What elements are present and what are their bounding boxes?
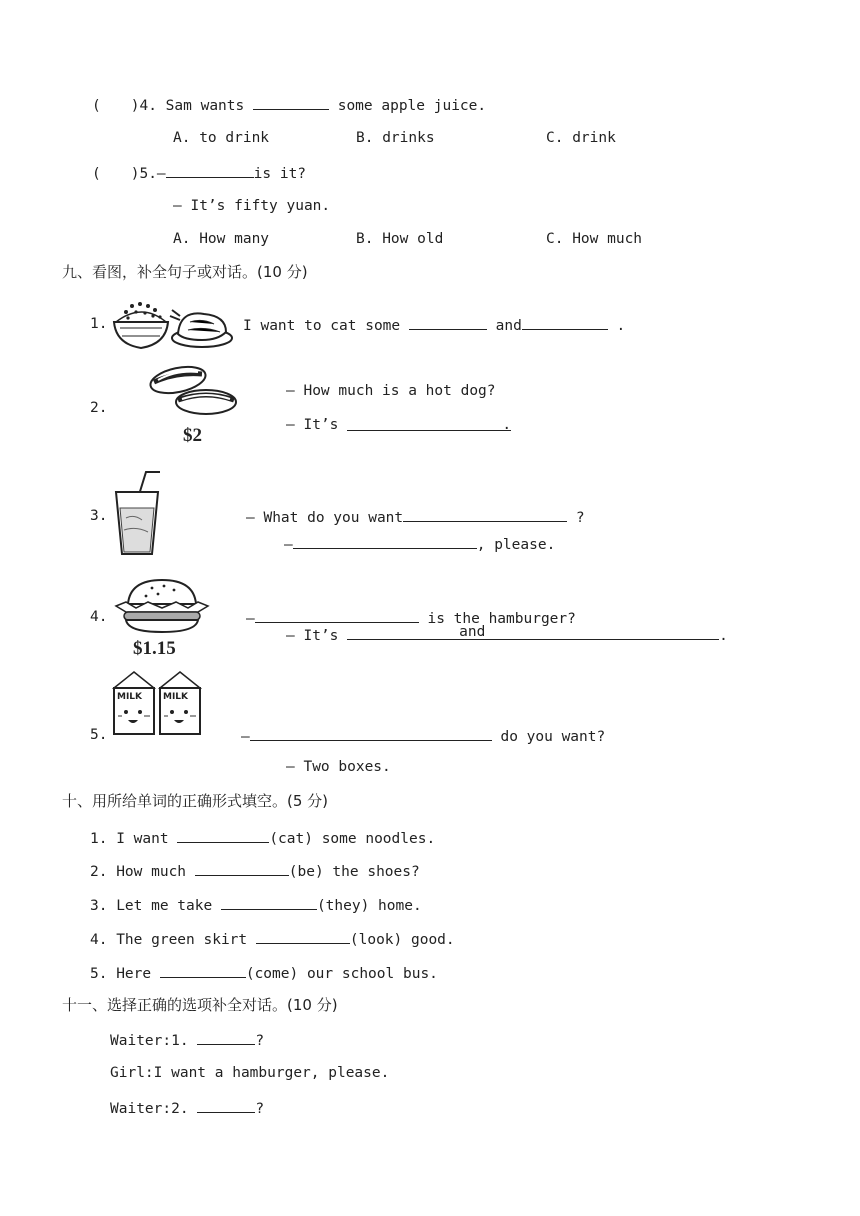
q4-paren-open: ( [92, 98, 101, 114]
s10-item4-post: (look) good. [349, 932, 455, 948]
s10-item3 [90, 895, 422, 915]
s10-item2 [90, 861, 420, 881]
s10-item1-post: (cat) some noodles. [269, 831, 436, 847]
s9-item4-line1-pre: — [246, 611, 255, 627]
s9-item4-blank1[interactable] [255, 608, 419, 623]
q5-line [92, 163, 306, 183]
q5-option-b: B. How old [356, 231, 444, 247]
q4-option-b: B. drinks [356, 130, 435, 146]
s9-item4-blank2[interactable] [347, 625, 719, 640]
s9-item2-blank[interactable] [347, 416, 511, 431]
q5-paren-open: ( [92, 166, 101, 182]
s11-line1-blank[interactable] [197, 1030, 255, 1045]
s10-item5 [90, 963, 438, 983]
s10-item1 [90, 828, 435, 848]
s9-item3-line1-end: ? [575, 510, 585, 526]
section10-heading: 十、用所给单词的正确形式填空。(5 分) [62, 792, 329, 810]
s10-item5-blank[interactable] [160, 963, 246, 978]
s10-item3-post: (they) home. [316, 898, 422, 914]
s9-item1-pre: I want to cat some [243, 318, 401, 334]
s11-line2: Girl:I want a hamburger, please. [110, 1065, 390, 1081]
s9-item2-line2 [286, 416, 511, 434]
s9-item3-number: 3. [90, 508, 108, 524]
hot-dog-icon [146, 358, 242, 420]
s11-line3 [110, 1098, 264, 1118]
s9-item1-mid: and [495, 318, 522, 334]
s11-line3-post: ? [255, 1101, 265, 1117]
s9-item5-line1-pre: — [241, 729, 250, 745]
s10-item4 [90, 929, 455, 949]
s11-line3-pre: Waiter:2. [110, 1101, 189, 1117]
s10-item4-pre: 4. The green skirt [90, 932, 248, 948]
s9-item3-line1-pre: — What do you want [246, 510, 404, 526]
s9-item4-line1-post: is the hamburger? [427, 611, 576, 627]
q5-blank[interactable] [166, 163, 254, 178]
milk-label-1: MILK [117, 692, 143, 702]
s9-item4-and: and [459, 624, 486, 640]
s9-item3-blank1[interactable] [403, 507, 567, 522]
s9-item4-price: $1.15 [133, 638, 176, 659]
s9-item3-line2 [284, 534, 555, 554]
s11-line1-post: ? [255, 1033, 265, 1049]
s9-item2-number: 2. [90, 400, 108, 416]
s10-item4-blank[interactable] [256, 929, 350, 944]
hamburger-icon [112, 576, 212, 636]
s10-item1-pre: 1. I want [90, 831, 169, 847]
s10-item3-pre: 3. Let me take [90, 898, 213, 914]
s9-item2-line1: — How much is a hot dog? [286, 383, 496, 399]
q4-blank[interactable] [253, 95, 329, 110]
s9-item2-period: . [502, 417, 512, 433]
s11-line1 [110, 1030, 264, 1050]
s9-item5-line1-post: do you want? [500, 729, 606, 745]
q5-option-c: C. How much [546, 231, 643, 247]
s9-item5-line2: — Two boxes. [286, 759, 391, 775]
s11-line3-blank[interactable] [197, 1098, 255, 1113]
s11-line1-pre: Waiter:1. [110, 1033, 189, 1049]
cola-drink-icon [112, 468, 162, 560]
q4-post: some apple juice. [337, 98, 487, 114]
s9-item3-line2-pre: — [284, 537, 293, 553]
q5-number: )5.— [130, 166, 166, 182]
q4-line [92, 95, 486, 115]
s9-item2-line2-pre: — It’s [286, 417, 339, 433]
s9-item3-line2-end: , please. [476, 537, 556, 553]
s9-item1-line [243, 315, 625, 335]
q4-pre: Sam wants [165, 98, 245, 114]
milk-label-2: MILK [163, 692, 189, 702]
section9-heading: 九、看图，补全句子或对话。(10 分) [62, 263, 308, 281]
q5-option-a: A. How many [173, 231, 270, 247]
s9-item2-price: $2 [183, 425, 202, 446]
s9-item1-blank1[interactable] [409, 315, 487, 330]
s9-item1-number: 1. [90, 316, 108, 332]
s9-item4-line2-end: . [719, 628, 728, 644]
q4-option-a: A. to drink [173, 130, 270, 146]
s10-item2-blank[interactable] [195, 861, 289, 876]
q4-number: )4. [130, 98, 157, 114]
s9-item5-line1 [241, 726, 605, 746]
s9-item3-blank2[interactable] [293, 534, 477, 549]
q5-post: is it? [253, 166, 307, 182]
s9-item5-blank[interactable] [250, 726, 492, 741]
s9-item5-number: 5. [90, 727, 108, 743]
s9-item4-number: 4. [90, 609, 108, 625]
s10-item5-pre: 5. Here [90, 966, 152, 982]
s9-item1-blank2[interactable] [522, 315, 608, 330]
q5-answer: — It’s fifty yuan. [173, 198, 331, 214]
rice-and-chicken-icon [110, 294, 234, 352]
s10-item2-post: (be) the shoes? [288, 864, 420, 880]
section11-heading: 十一、选择正确的选项补全对话。(10 分) [62, 996, 338, 1014]
s10-item5-post: (come) our school bus. [245, 966, 438, 982]
q4-option-c: C. drink [546, 130, 616, 146]
s10-item1-blank[interactable] [177, 828, 269, 843]
s10-item3-blank[interactable] [221, 895, 317, 910]
s9-item3-line1 [246, 507, 585, 527]
s9-item4-line2-pre: — It’s [286, 628, 339, 644]
s9-item1-end: . [616, 318, 626, 334]
s9-item4-line2 [286, 625, 728, 645]
milk-boxes-icon [110, 668, 206, 738]
s10-item2-pre: 2. How much [90, 864, 187, 880]
